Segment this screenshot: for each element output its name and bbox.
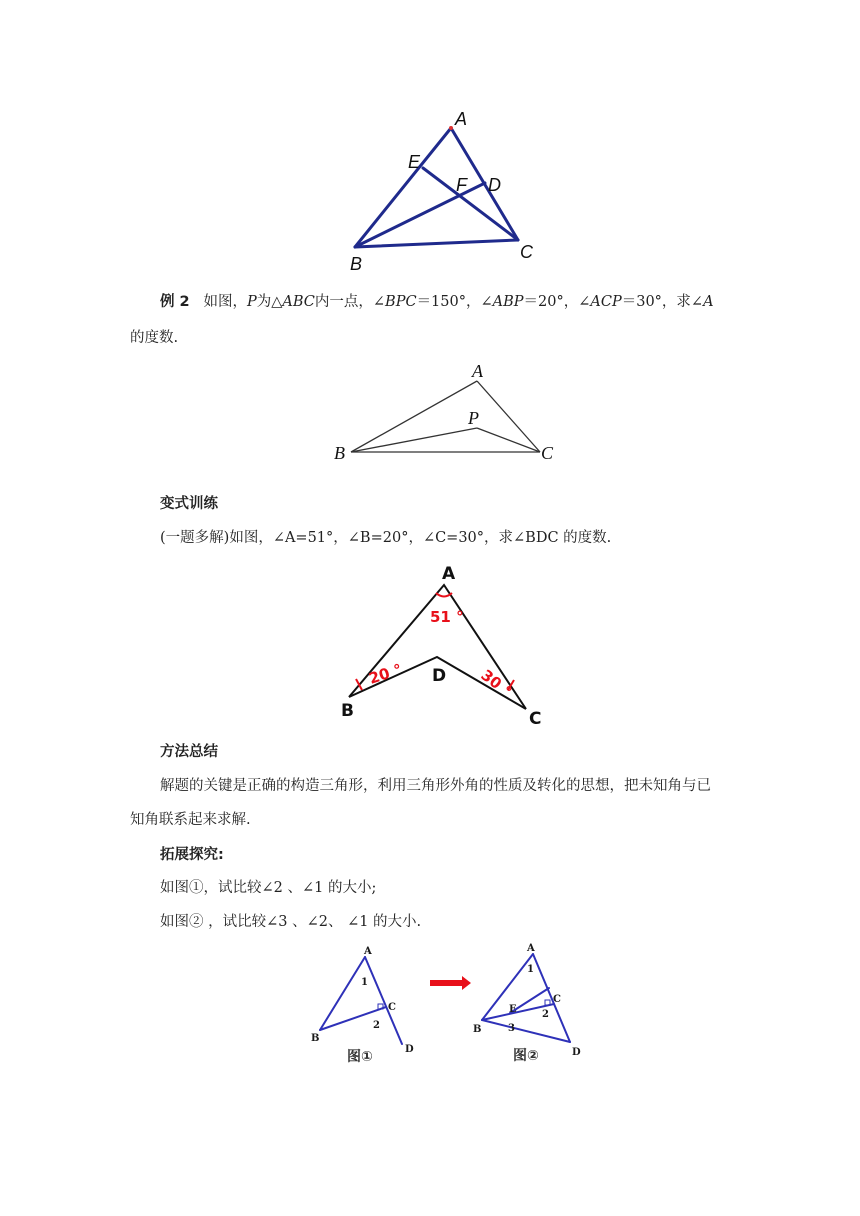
example2-line1 <box>160 292 714 312</box>
label-C: C <box>541 443 554 463</box>
figure-triangle-abc-cevians <box>330 105 550 275</box>
text: P <box>246 294 257 310</box>
fig4-left-caption: 图① <box>347 1049 373 1065</box>
fig4-right-label-E: E <box>509 1004 517 1015</box>
angle-c-label: 30 ° <box>477 665 516 701</box>
text: ＝20°，∠ <box>523 294 591 310</box>
fig4-left-number-2: 2 <box>373 1020 380 1031</box>
text: A <box>703 294 714 310</box>
text: ＝30°，求∠ <box>621 294 704 310</box>
text: 内一点，∠ <box>314 294 386 310</box>
label-A: A <box>442 564 456 584</box>
label-B: B <box>350 254 363 274</box>
fig4-right-label-C: C <box>553 994 561 1005</box>
fig4-left-label-D: D <box>405 1044 414 1055</box>
label-E: E <box>408 152 421 172</box>
example2-tag: 例 2 <box>160 294 190 310</box>
angle-b-label: 20 ° <box>366 660 405 688</box>
angle-a-label: 51 ° <box>430 608 464 626</box>
figure-triangle-abc-point-p <box>325 355 565 470</box>
fig4-left-label-C: C <box>388 1002 396 1013</box>
text: 如图， <box>203 294 247 310</box>
figure-compare-angles <box>300 938 600 1073</box>
text: 为△ <box>256 294 283 310</box>
fig4-right-caption: 图② <box>513 1048 539 1064</box>
text: BPC <box>385 294 417 310</box>
example2-line2: 的度数. <box>130 330 179 346</box>
method-heading: 方法总结 <box>160 744 218 760</box>
label-A: A <box>472 361 483 381</box>
label-A: A <box>455 109 468 129</box>
extend-heading: 拓展探究: <box>160 847 224 863</box>
label-B: B <box>334 443 345 463</box>
label-B: B <box>341 701 354 721</box>
text: ABC <box>282 294 315 310</box>
label-P: P <box>468 408 479 428</box>
variant-heading: 变式训练 <box>160 496 218 512</box>
variant-text: (一题多解)如图，∠A=51°，∠B=20°，∠C=30°，求∠BDC 的度数. <box>160 530 612 546</box>
extend-line1: 如图①，试比较∠2 、∠1 的大小; <box>160 880 377 896</box>
label-C: C <box>529 709 542 729</box>
figure-concave-abdc <box>335 560 555 730</box>
fig4-right-label-A: A <box>527 943 535 954</box>
fig4-right-label-D: D <box>572 1047 581 1058</box>
text: ＝150°，∠ <box>416 294 493 310</box>
fig4-left-label-B: B <box>311 1033 320 1044</box>
label-D: D <box>432 666 447 686</box>
text: ACP <box>590 294 622 310</box>
label-F: F <box>456 175 467 195</box>
fig4-right-number-1: 1 <box>527 964 534 975</box>
extend-line2: 如图② ，试比较∠3 、∠2、 ∠1 的大小. <box>160 914 422 930</box>
fig4-right-number-3: 3 <box>508 1023 515 1034</box>
label-D: D <box>488 175 501 195</box>
fig4-left-label-A: A <box>364 946 372 957</box>
right-arrow-icon <box>430 976 471 990</box>
fig4-left-number-1: 1 <box>361 977 368 988</box>
label-C: C <box>520 242 533 262</box>
method-line2: 知角联系起来求解. <box>130 812 251 828</box>
fig4-right-number-2: 2 <box>542 1009 549 1020</box>
fig4-right-label-B: B <box>473 1024 482 1035</box>
method-line1: 解题的关键是正确的构造三角形，利用三角形外角的性质及转化的思想，把未知角与已 <box>160 778 711 794</box>
text: ABP <box>492 294 524 310</box>
